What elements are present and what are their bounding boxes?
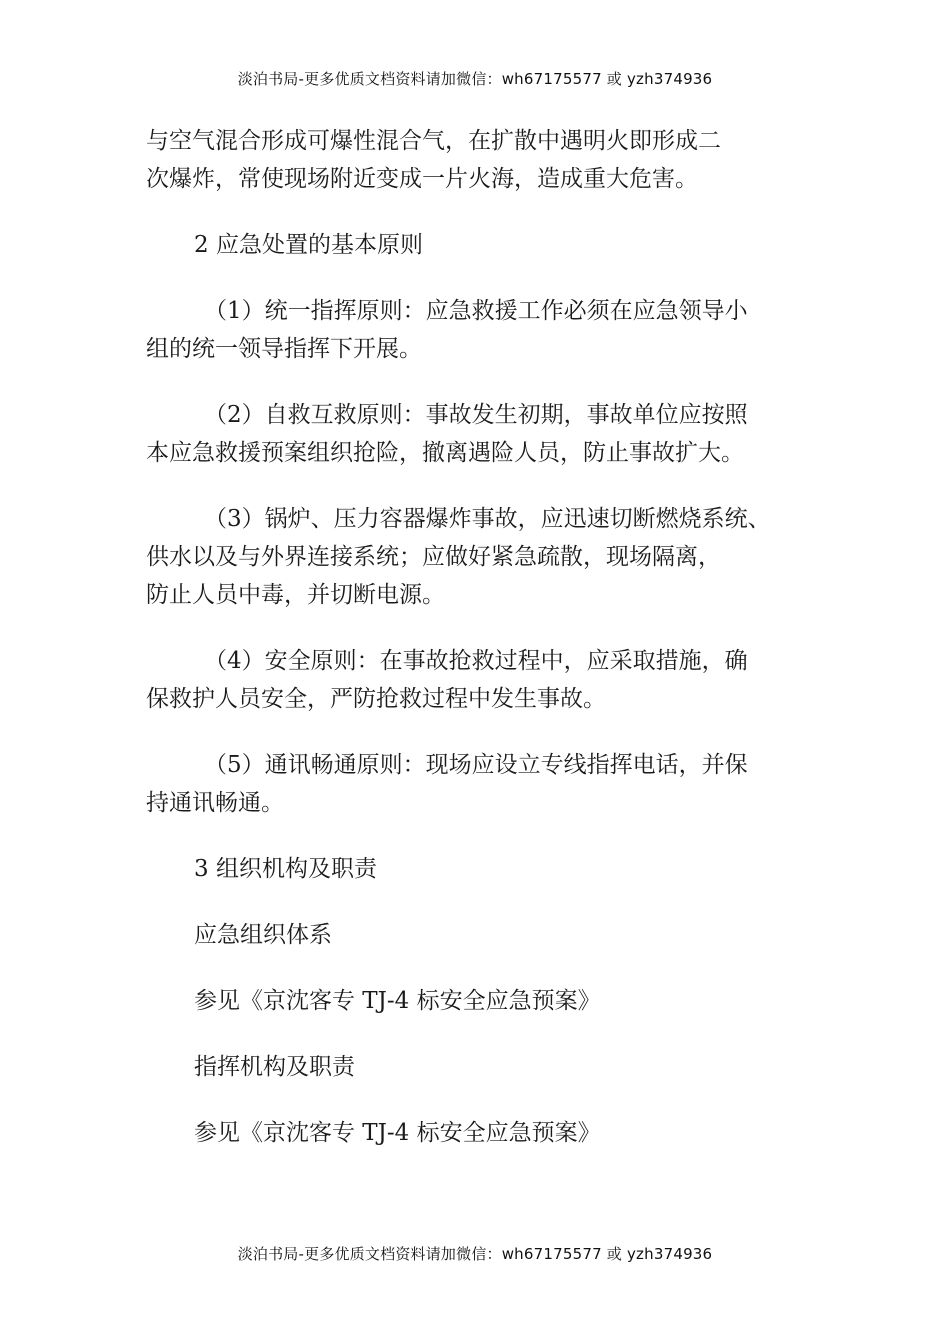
principle-5-paragraph xyxy=(146,746,826,822)
text-line: 组的统一领导指挥下开展。 xyxy=(146,336,422,362)
text-line: 持通讯畅通。 xyxy=(146,790,284,816)
text-line: 供水以及与外界连接系统；应做好紧急疏散，现场隔离， xyxy=(146,544,721,570)
text-line: （4）安全原则：在事故抢救过程中，应采取措施，确 xyxy=(204,648,748,674)
text-line: （1）统一指挥原则：应急救援工作必须在应急领导小 xyxy=(204,298,748,324)
text-line: （5）通讯畅通原则：现场应设立专线指挥电话，并保 xyxy=(204,752,748,778)
footer-banner: 淡泊书局-更多优质文档资料请加微信：wh67175577 或 yzh374936 xyxy=(237,1245,713,1263)
intro-paragraph xyxy=(146,122,826,198)
subsection-command-title: 指挥机构及职责 xyxy=(194,1054,355,1080)
text-line: 与空气混合形成可爆性混合气，在扩散中遇明火即形成二 xyxy=(146,128,721,154)
subsection-org-system-reference: 参见《京沈客专 TJ-4 标安全应急预案》 xyxy=(194,988,601,1014)
text-line: 防止人员中毒，并切断电源。 xyxy=(146,582,445,608)
text-line: 本应急救援预案组织抢险，撤离遇险人员，防止事故扩大。 xyxy=(146,440,744,466)
principle-1-paragraph xyxy=(146,292,826,368)
principle-3-paragraph xyxy=(146,500,826,614)
text-line: （3）锅炉、压力容器爆炸事故，应迅速切断燃烧系统、 xyxy=(204,506,771,532)
section-2-heading: 2 应急处置的基本原则 xyxy=(194,232,423,258)
text-line: 保救护人员安全，严防抢救过程中发生事故。 xyxy=(146,686,606,712)
subsection-command-reference: 参见《京沈客专 TJ-4 标安全应急预案》 xyxy=(194,1120,601,1146)
subsection-org-system-title: 应急组织体系 xyxy=(194,922,332,948)
text-line: 次爆炸，常使现场附近变成一片火海，造成重大危害。 xyxy=(146,166,698,192)
document-body xyxy=(146,122,826,1180)
principle-4-paragraph xyxy=(146,642,826,718)
header-banner: 淡泊书局-更多优质文档资料请加微信：wh67175577 或 yzh374936 xyxy=(237,70,713,88)
text-line: （2）自救互救原则：事故发生初期，事故单位应按照 xyxy=(204,402,748,428)
principle-2-paragraph xyxy=(146,396,826,472)
section-3-heading: 3 组织机构及职责 xyxy=(194,856,377,882)
